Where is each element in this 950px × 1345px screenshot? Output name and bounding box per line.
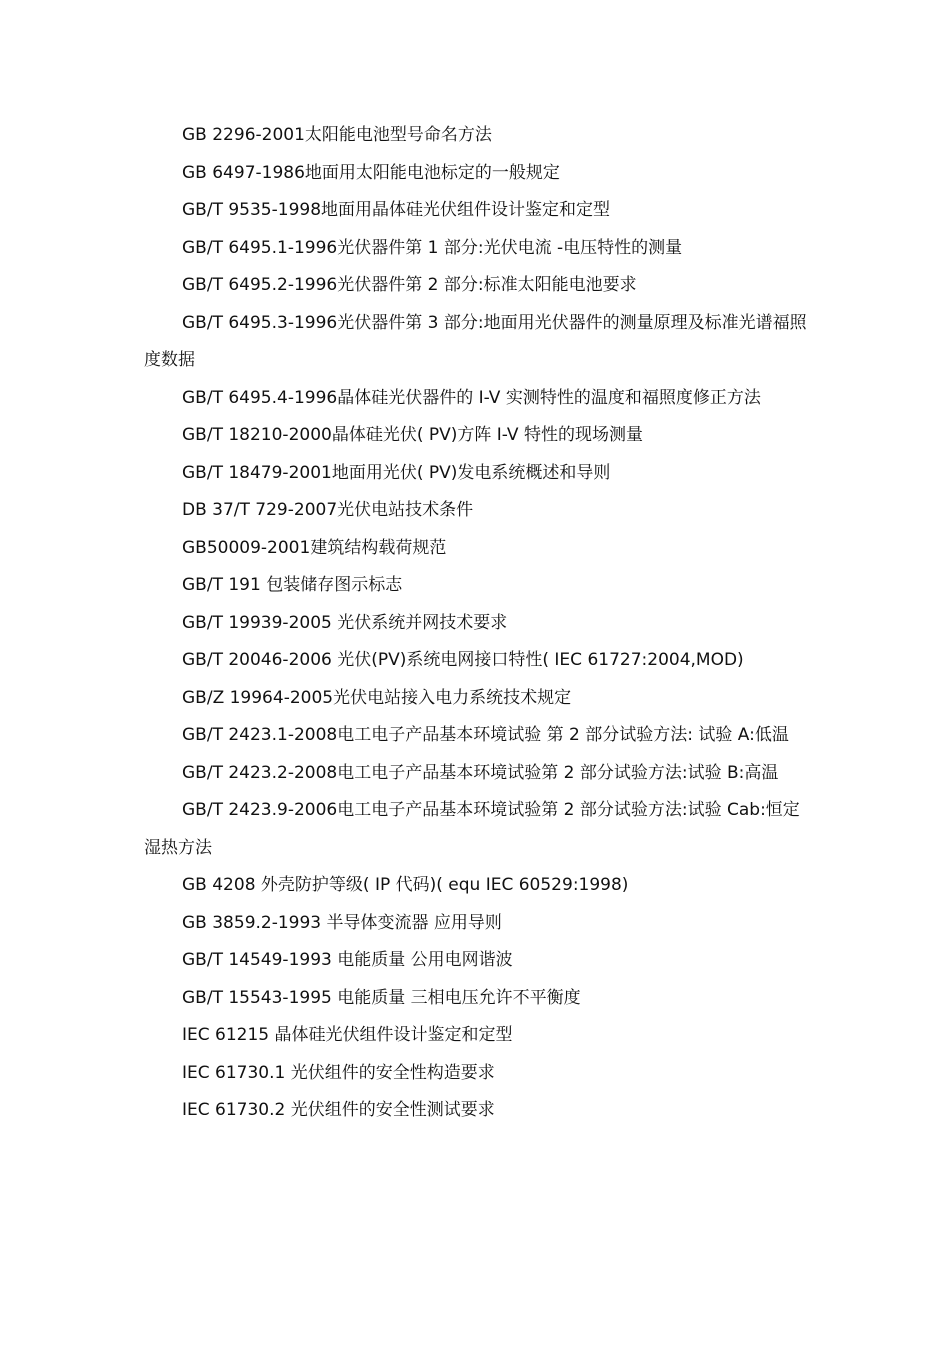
reference-item: GB 3859.2-1993 半导体变流器 应用导则 [182,912,502,933]
standards-reference-list [144,117,814,1130]
reference-item: IEC 61730.2 光伏组件的安全性测试要求 [182,1100,495,1120]
reference-item: GB/T 19939-2005 光伏系统并网技术要求 [182,612,508,633]
reference-item: GB/Z 19964-2005光伏电站接入电力系统技术规定 [182,687,572,708]
reference-item: GB/T 18210-2000晶体硅光伏( PV)方阵 I-V 特性的现场测量 [182,425,643,445]
reference-item: GB/T 6495.1-1996光伏器件第 1 部分:光伏电流 -电压特性的测量 [182,237,683,258]
reference-item: DB 37/T 729-2007光伏电站技术条件 [182,500,474,520]
reference-item: GB 4208 外壳防护等级( IP 代码)( equ IEC 60529:1998) [182,875,629,895]
reference-item: GB/T 2423.1-2008电工电子产品基本环境试验 第 2 部分试验方法: 试验 A:低温 [182,725,789,745]
reference-item: GB/T 2423.2-2008电工电子产品基本环境试验第 2 部分试验方法:试验 B:高温 [182,762,779,783]
reference-item: IEC 61730.1 光伏组件的安全性构造要求 [182,1062,495,1083]
reference-item: GB/T 14549-1993 电能质量 公用电网谐波 [182,950,513,970]
reference-item: GB/T 6495.4-1996晶体硅光伏器件的 I-V 实测特性的温度和福照度修正方法 [182,387,761,408]
reference-item: GB 2296-2001太阳能电池型号命名方法 [182,125,492,145]
reference-item: GB/T 9535-1998地面用晶体硅光伏组件设计鉴定和定型 [182,200,611,220]
reference-item: GB/T 2423.9-2006电工电子产品基本环境试验第 2 部分试验方法:试验 Cab:恒定湿热方法 [144,800,800,858]
reference-item: GB/T 6495.2-1996光伏器件第 2 部分:标准太阳能电池要求 [182,275,637,295]
reference-item: GB/T 18479-2001地面用光伏( PV)发电系统概述和导则 [182,462,611,483]
reference-item: GB 6497-1986地面用太阳能电池标定的一般规定 [182,162,560,183]
reference-item: GB/T 6495.3-1996光伏器件第 3 部分:地面用光伏器件的测量原理及标准光谱福照度数据 [144,312,807,370]
reference-item: GB/T 15543-1995 电能质量 三相电压允许不平衡度 [182,987,581,1008]
reference-item: GB50009-2001建筑结构载荷规范 [182,537,447,558]
reference-item: GB/T 20046-2006 光伏(PV)系统电网接口特性( IEC 61727:2004,MOD) [182,650,744,670]
reference-item: GB/T 191 包装储存图示标志 [182,575,403,595]
reference-item: IEC 61215 晶体硅光伏组件设计鉴定和定型 [182,1025,513,1045]
